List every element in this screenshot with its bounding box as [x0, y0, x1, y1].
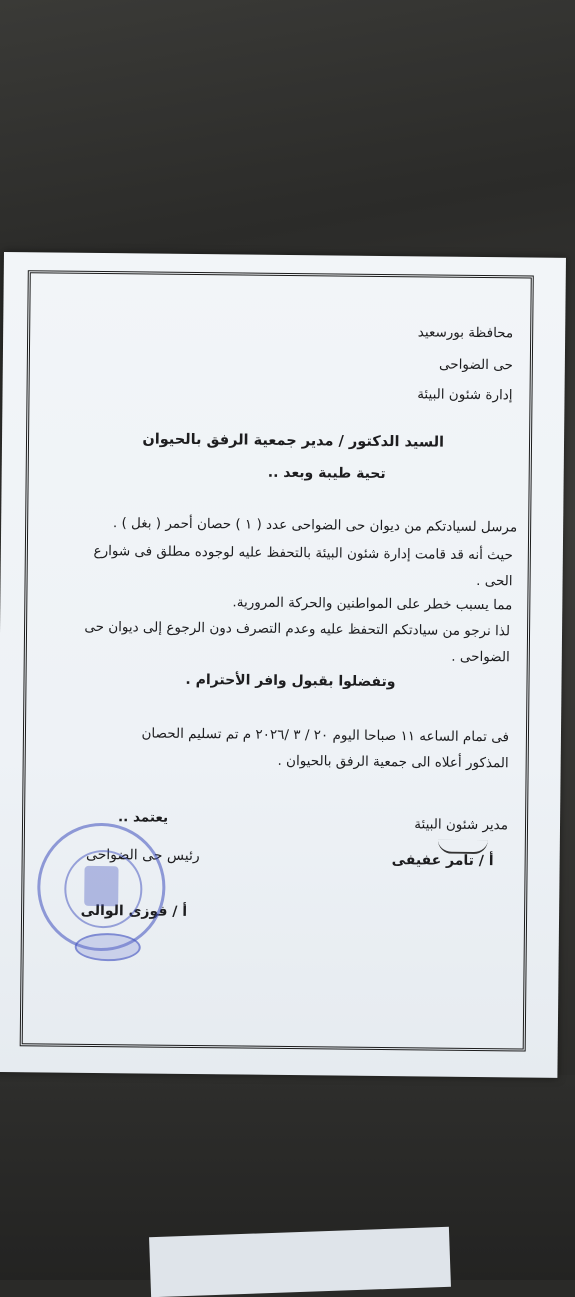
- addressee: السيد الدكتور / مدير جمعية الرفق بالحيوان: [142, 431, 445, 451]
- body-line: لذا نرجو من سيادتكم التحفظ عليه وعدم التصرف دون الرجوع إلى ديوان حى: [84, 618, 511, 640]
- approval-label: يعتمد ..: [117, 809, 169, 826]
- signature-name: أ / تامر عفيفى: [391, 852, 494, 870]
- body-line: الحى .: [476, 572, 513, 590]
- second-paper-sheet: [149, 1227, 451, 1297]
- body-line: حيث أنه قد قامت إدارة شئون البيئة بالتحفظ عليه لوجوده مطلق فى شوارع: [93, 542, 513, 564]
- header-department: إدارة شئون البيئة: [417, 386, 513, 404]
- approver-name: أ / فوزى الوالى: [80, 902, 188, 920]
- handover-line: المذكور أعلاه الى جمعية الرفق بالحيوان .: [277, 752, 509, 772]
- header-district: حى الضواحى: [438, 356, 513, 374]
- closing: وتفضلوا بقبول وافر الأحترام .: [185, 671, 396, 691]
- greeting: تحية طيبة وبعد ..: [267, 464, 386, 483]
- body-line: مرسل لسيادتكم من ديوان حى الضواحى عدد ( ١ ) حصان أحمر ( بغل ) .: [112, 515, 518, 536]
- body-line: الضواحى .: [451, 648, 510, 666]
- handover-line: فى تمام الساعه ١١ صباحا اليوم ٢٠ / ٣ /٢٠٢٦ م تم تسليم الحصان: [141, 725, 510, 746]
- header-governorate: محافظة بورسعيد: [417, 324, 514, 342]
- oval-stamp-icon: [75, 933, 141, 962]
- body-line: مما يسبب خطر على المواطنين والحركة المرورية.: [232, 594, 513, 614]
- seal-emblem: [84, 866, 118, 906]
- approver-title: رئيس حى الضواحى: [85, 846, 200, 865]
- letter-paper: [0, 252, 566, 1078]
- signature-title: مدير شئون البيئة: [414, 816, 509, 834]
